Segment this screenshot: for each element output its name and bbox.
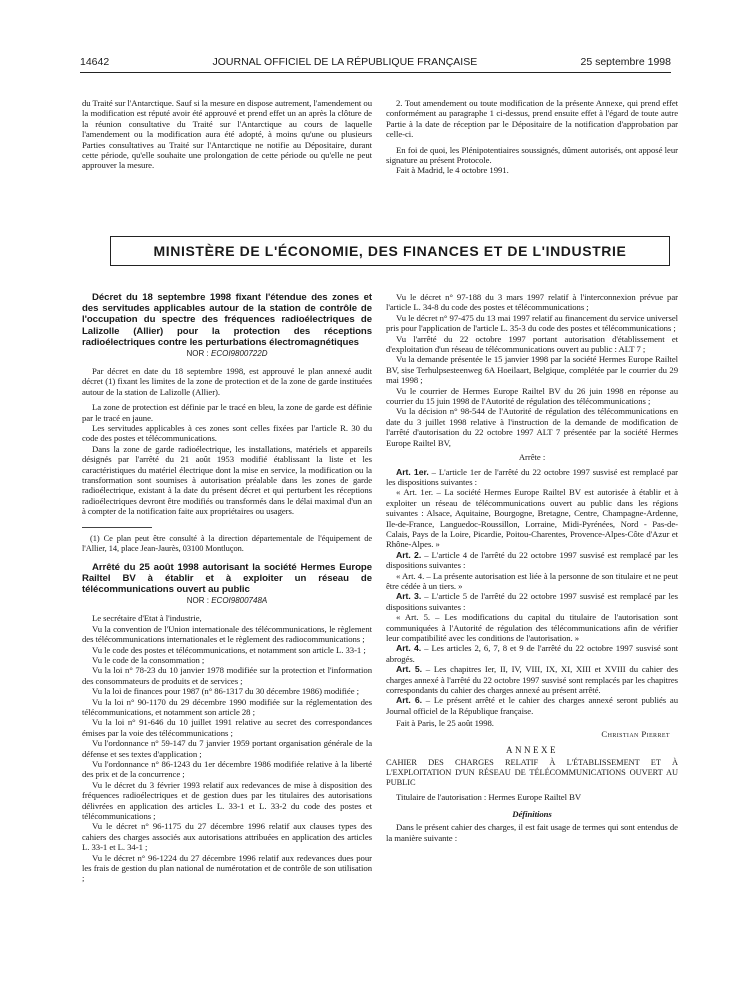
visa-paragraph: Vu l'ordonnance n° 86-1243 du 1er décembre 1986 modifiée relative à la liberté des prix et de la concurrence ; [82,759,372,780]
fait-madrid: Fait à Madrid, le 4 octobre 1991. [396,165,509,176]
issue-date: 25 septembre 1998 [580,56,671,68]
arrete-word: Arrête : [518,452,546,463]
titulaire: Titulaire de l'autorisation : Hermes Europe Railtel BV [396,792,582,803]
lower-right-column [386,292,678,843]
visa-paragraph: Le secrétaire d'Etat à l'industrie, [92,613,202,624]
visa-paragraph: Vu le décret n° 96-1175 du 27 décembre 1996 relatif aux clauses types des cahiers des charges associés aux autorisations attribuées en application des articles L. 33-1 et L. 34-1 ; [82,821,372,853]
article-text: – L'article 5 de l'arrêté du 22 octobre 1997 susvisé est remplacé par les dispositions suivantes : [386,591,678,612]
article-quote: « Art. 5. – Les modifications du capital du titulaire de l'autorisation sont communiquées à l'Autorité de régulation des télécommunications afin de vérifier leur compatibilité avec les conditions de l'autorisation. » [386,612,678,643]
top-right-column [386,98,678,176]
visa-paragraph: Vu le décret n° 96-1224 du 27 décembre 1996 relatif aux redevances dues pour les frais de gestion du plan national de numérotation et de contrôle de son utilisation ; [82,852,372,884]
ministry-heading: MINISTÈRE DE L'ÉCONOMIE, DES FINANCES ET DE L'INDUSTRIE [110,236,670,266]
decree-paragraph: La zone de protection est définie par le tracé en bleu, la zone de garde est définie par le tracé en jaune. [82,402,372,423]
article-text: – L'article 4 de l'arrêté du 22 octobre 1997 susvisé est remplacé par les dispositions suivantes : [386,549,678,571]
visa-paragraph: Vu la loi de finances pour 1987 (n° 86-1317 du 30 décembre 1986) modifiée ; [92,686,359,697]
visa-paragraph: Vu l'arrêté du 22 octobre 1997 portant autorisation d'établissement et d'exploitation d'un réseau de télécommunications ouvert au public : ALT 7 ; [386,333,678,355]
article-label: Art. 6. [396,695,422,706]
page-number: 14642 [80,56,110,68]
visa-paragraph: Vu la demande présentée le 15 janvier 1998 par la société Hermes Europe Railtel BV, sise Terhulpsesteenweg 6A Hoeilaart, Belgique, complétée par le courrier du 29 mai 1998 ; [386,354,678,386]
article-quote: « Art. 4. – La présente autorisation est liée à la personne de son titulaire et ne peut être cédée à un tiers. » [386,570,678,591]
visa-paragraph: Vu le décret n° 97-475 du 13 mai 1997 relatif au financement du service universel pris pour l'application de l'article L. 35-3 du code des postes et télécommunications ; [386,312,678,334]
decree-paragraph: Par décret en date du 18 septembre 1998, est approuvé le plan annexé audit décret (1) fixant les limites de la zone de protection et de la zone de garde instituées autour de la station de Lalizolle (Allier). [82,366,372,397]
article-text: – Les articles 2, 6, 7, 8 et 9 de l'arrêté du 22 octobre 1997 susvisé sont abrogés. [386,643,678,664]
page-header [80,54,671,70]
visa-paragraph: Vu le courrier de Hermes Europe Railtel BV du 26 juin 1998 en réponse au courrier du 15 juin 1998 de l'Autorité de régulation des télécommunications ; [386,385,678,407]
article-text: – Le présent arrêté et le cahier des charges annexé seront publiés au Journal officiel de la République française. [386,695,678,716]
decree-nor [82,349,372,358]
cahier-title: CAHIER DES CHARGES RELATIF À L'ÉTABLISSEMENT ET À L'EXPLOITATION D'UN RÉSEAU DE TÉLÉCOMMUNICATIONS OUVERT AU PUBLIC [386,758,678,788]
article-text: – Les chapitres Ier, II, IV, VIII, IX, XI, XIII et XVIII du cahier des charges annexé à l'arrêté du 22 octobre 1997 susvisé sont remplacés par les chapitres correspondants du cahier des charges annexé au présent arrêté. [386,664,678,696]
visa-paragraph: Vu la loi n° 90-1170 du 29 décembre 1990 modifiée sur la réglementation des télécommunications, et notamment son article 28 ; [82,696,372,717]
definitions-heading: Définitions [512,808,552,819]
journal-title: JOURNAL OFFICIEL DE LA RÉPUBLIQUE FRANÇAISE [212,56,478,68]
footnote: (1) Ce plan peut être consulté à la direction départementale de l'équipement de l'Allier, 14, place Jean-Jaurès, 03100 Montluçon. [82,533,372,553]
article-text: – L'article 1er de l'arrêté du 22 octobre 1997 susvisé est remplacé par les dispositions suivantes : [386,466,678,487]
article-5 [386,664,678,695]
visa-paragraph: Vu le code de la consommation ; [92,654,205,665]
definitions-intro: Dans le présent cahier des charges, il est fait usage de termes qui sont entendus de la manière suivante : [386,822,678,843]
nor-label: NOR : [186,596,209,606]
nor-code: ECOI9800748A [211,596,268,606]
decree-title: Décret du 18 septembre 1998 fixant l'étendue des zones et des servitudes applicables autour de la station de contrôle de l'occupation du spectre des fréquences radioélectriques de Lalizolle (Allier) pour la protection des réceptions radioélectriques contre les perturbations électromagnétiques [82,292,372,348]
article-label: Art. 2. [396,549,422,560]
article-label: Art. 5. [396,664,422,675]
visa-paragraph: Vu l'ordonnance n° 59-147 du 7 janvier 1959 portant organisation générale de la défense et ses textes d'application ; [82,738,372,759]
en-foi-paragraph: En foi de quoi, les Plénipotentiaires soussignés, dûment autorisés, ont apposé leur signature au présent Protocole. [386,144,678,166]
nor-code: ECOI9800722D [210,349,268,359]
decree-paragraph: Les servitudes applicables à ces zones sont celles fixées par l'article R. 30 du code des postes et télécommunications. [82,423,372,444]
article-label: Art. 3. [396,591,422,602]
annex-paragraph-2: 2. Tout amendement ou toute modification de la présente Annexe, qui prend effet conformément au paragraphe 1 ci-dessus, prend ensuite effet à l'égard de toute autre Partie à la date de réception par le Dépositaire de la notification d'approbation par celle-ci. [386,98,678,140]
top-left-column [82,98,372,171]
article-6 [386,695,678,716]
article-label: Art. 4. [396,643,422,654]
decree-paragraph: Dans la zone de garde radioélectrique, les installations, matériels et appareils désignés par l'arrêté du 21 août 1953 modifié établissant la liste et les caractéristiques du matériel électrique dont la mise en service, la modification ou la transformation sont soumises à autorisation préalable dans les zones de garde radioélectrique, existant à la date du présent décret et qui perturbent les réceptions radioélectriques devront être modifiés ou transformés dans le délai maximal d'un an à compter de la notification faite aux propriétaires ou usagers. [82,443,372,517]
fait-paris: Fait à Paris, le 25 août 1998. [396,718,494,729]
footnote-separator [82,527,152,528]
visa-paragraph: Vu la convention de l'Union internationale des télécommunications, le règlement des télécommunications internationales et le règlement des radiocommunications ; [82,623,372,645]
article-1 [386,467,678,488]
visa-paragraph: Vu le code des postes et télécommunications, et notamment son article L. 33-1 ; [92,644,366,655]
antarctic-continuation: du Traité sur l'Antarctique. Sauf si la mesure en dispose autrement, l'amendement ou la modification est réputé avoir été approuvé et prend effet un an après la clôture de la réunion consultative du Traité sur l'Antarctique au cours de laquelle l'amendement ou la modification aura été adopté, à moins qu'une ou plusieurs Parties consultatives au Traité sur l'Antarctique ne notifie au Dépositaire, durant cette période, qu'elle souhaite une prolongation de cette période ou qu'elle ne peut approuver la mesure. [82,98,372,171]
visa-paragraph: Vu le décret n° 97-188 du 3 mars 1997 relatif à l'interconnexion prévue par l'article L. 34-8 du code des postes et télécommunications ; [386,292,678,313]
signature: Christian Pierret [601,728,670,739]
visa-paragraph: Vu la loi n° 78-23 du 10 janvier 1978 modifiée sur la protection et l'information des consommateurs de produits et de services ; [82,665,372,686]
header-rule [80,72,671,73]
annexe-heading: ANNEXE [506,745,558,756]
visa-paragraph: Vu la décision n° 98-544 de l'Autorité de régulation des télécommunications en date du 3 juillet 1998 relative à l'instruction de la demande de modification de l'arrêté d'autorisation du 22 octobre 1997 ALT 7 présentée par la société Hermes Europe Railtel BV, [386,406,678,448]
visa-paragraph: Vu le décret du 3 février 1993 relatif aux redevances de mise à disposition des fréquences radioélectriques et de gestion dues par les titulaires des autorisations délivrées en application des articles L. 33-1 et L. 33-2 du code des postes et télécommunications ; [82,779,372,822]
arrete-title: Arrêté du 25 août 1998 autorisant la société Hermes Europe Railtel BV à établir et à exploiter un réseau de télécommunications ouvert au public [82,561,372,596]
lower-left-column [82,292,372,884]
visa-paragraph: Vu la loi n° 91-646 du 10 juillet 1991 relative au secret des correspondances émises par la voie des télécommunications ; [82,717,372,738]
article-label: Art. 1er. [396,466,429,477]
nor-label: NOR : [186,349,209,359]
arrete-nor [82,596,372,605]
article-3 [386,591,678,612]
article-2 [386,550,678,571]
article-quote: « Art. 1er. – La société Hermes Europe Railtel BV est autorisée à établir et à exploiter un réseau de télécommunications ouvert au public dans les régions suivantes : Alsace, Aquitaine, Bourgogne, Bretagne, Centre, Champagne-Ardenne, Ile-de-France, Languedoc-Roussillon, Lorraine, Midi-Pyrénées, Nord - Pas-de-Calais, Pays de la Loire, Picardie, Poitou-Charentes, Provence-Alpes-Côte d'Azur et Rhône-Alpes. » [386,487,678,550]
article-4 [386,643,678,664]
